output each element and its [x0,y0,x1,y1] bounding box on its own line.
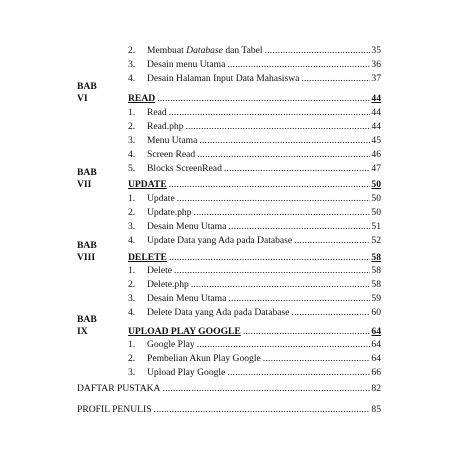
item-number: 2. [128,279,136,290]
dot-leader [169,107,370,119]
item-number: 4. [128,235,136,246]
chapter-label: BAB VIII [77,240,97,263]
item-number: 3. [128,293,136,304]
chapter-title: DELETE [128,252,167,263]
page-number: 59 [371,293,381,304]
dot-leader [224,163,370,175]
page-number: 58 [371,252,381,263]
item-title: Update Data yang Ada pada Database [147,235,293,246]
dot-leader [199,135,370,147]
dot-leader [163,383,371,395]
item-number: 1. [128,265,136,276]
section-title: DAFTAR PUSTAKA [77,383,161,394]
page-number: 51 [371,221,381,232]
toc-entry [128,93,381,105]
item-title: Update.php [147,207,192,218]
dot-leader [228,293,370,305]
item-title: Update [147,193,175,204]
dot-leader [227,367,370,379]
item-title: Pembelian Akun Play Google [147,353,261,364]
page-number: 47 [371,163,381,174]
toc-entry [147,135,381,147]
chapter-title: UPLOAD PLAY GOOGLE [128,326,241,337]
dot-leader [154,404,370,416]
dot-leader [243,326,370,338]
dot-leader [294,235,370,247]
dot-leader [194,207,371,219]
page-number: 64 [371,339,381,350]
item-number: 2. [128,45,136,56]
page-number: 50 [371,207,381,218]
page-number: 44 [371,121,381,132]
item-title: Delete Data yang Ada pada Database [147,307,290,318]
chapter-title: UPDATE [128,179,167,190]
item-number: 4. [128,307,136,318]
toc-entry [147,339,381,351]
dot-leader [265,45,370,57]
toc-entry [128,326,381,338]
page-number: 85 [371,404,381,415]
item-title: Google Play [147,339,195,350]
dot-leader [186,121,370,133]
page-number: 37 [371,73,381,84]
toc-entry [147,221,381,233]
item-title: Desain Menu Utama [147,293,227,304]
toc-entry [147,107,381,119]
chapter-label: BAB IX [77,314,97,337]
toc-entry [147,149,381,161]
item-title: Delete.php [147,279,189,290]
item-title: Desain menu Utama [147,59,226,70]
toc-entry [147,207,381,219]
page-number: 45 [371,135,381,146]
item-title: Membuat Database dan Tabel [147,45,263,56]
dot-leader [228,221,370,233]
item-number: 1. [128,107,136,118]
item-title: Desain Menu Utama [147,221,227,232]
item-title: Read.php [147,121,184,132]
chapter-title: READ [128,93,156,104]
toc-entry [147,163,381,175]
page-number: 66 [371,367,381,378]
dot-leader [191,279,370,291]
toc-entry [147,59,381,71]
toc-entry [147,45,381,57]
toc-entry [147,307,381,319]
item-number: 4. [128,73,136,84]
toc-entry [147,293,381,305]
toc-entry [147,353,381,365]
chapter-label: BAB VII [77,167,97,190]
item-number: 3. [128,59,136,70]
page-number: 52 [371,235,381,246]
dot-leader [301,73,370,85]
dot-leader [227,59,370,71]
page-number: 58 [371,279,381,290]
item-title: Blocks ScreenRead [147,163,222,174]
toc-entry [147,73,381,85]
page-number: 60 [371,307,381,318]
item-number: 2. [128,207,136,218]
toc-entry [147,265,381,277]
item-number: 1. [128,339,136,350]
page-number: 46 [371,149,381,160]
chapter-label: BAB VI [77,81,97,104]
item-title: Delete [147,265,173,276]
toc-entry [77,383,381,395]
item-title: Desain Halaman Input Data Mahasiswa [147,73,300,84]
dot-leader [197,339,370,351]
item-title: Menu Utama [147,135,198,146]
page-number: 58 [371,265,381,276]
page-number: 36 [371,59,381,70]
dot-leader [174,265,370,277]
item-number: 2. [128,121,136,132]
toc-entry [147,121,381,133]
dot-leader [197,149,370,161]
item-number: 3. [128,221,136,232]
toc-entry [147,279,381,291]
item-number: 3. [128,367,136,378]
page-number: 82 [371,383,381,394]
toc-entry [128,179,381,191]
toc-entry [147,367,381,379]
dot-leader [169,179,370,191]
dot-leader [292,307,370,319]
page-number: 64 [371,353,381,364]
page-number: 64 [371,326,381,337]
dot-leader [157,93,370,105]
item-number: 2. [128,353,136,364]
toc-entry [128,252,381,264]
page-number: 35 [371,45,381,56]
page-number: 44 [371,107,381,118]
page-number: 44 [371,93,381,104]
item-number: 4. [128,149,136,160]
item-number: 1. [128,193,136,204]
toc-entry [147,193,381,205]
toc-entry [147,235,381,247]
dot-leader [169,252,370,264]
item-title: Screen Read [147,149,196,160]
item-title: Upload Play Google [147,367,226,378]
dot-leader [263,353,370,365]
item-number: 5. [128,163,136,174]
section-title: PROFIL PENULIS [77,404,152,415]
item-number: 3. [128,135,136,146]
page-number: 50 [371,179,381,190]
dot-leader [177,193,370,205]
item-title: Read [147,107,167,118]
page-number: 50 [371,193,381,204]
toc-entry [77,404,381,416]
